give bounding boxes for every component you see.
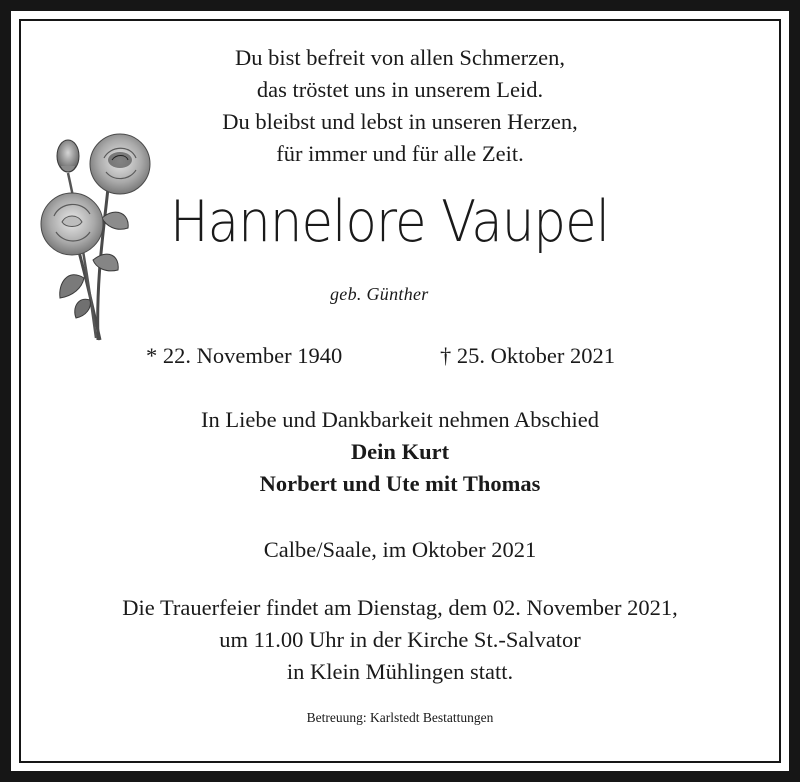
- farewell-block: [0, 404, 800, 500]
- service-line: in Klein Mühlingen statt.: [286, 659, 514, 684]
- verse-line: das tröstet uns in unserem Leid.: [256, 77, 544, 102]
- mourner-name: Dein Kurt: [350, 439, 450, 464]
- place-date: Calbe/Saale, im Oktober 2021: [263, 537, 537, 562]
- farewell-intro: In Liebe und Dankbarkeit nehmen Abschied: [200, 407, 599, 432]
- memorial-verse: [0, 42, 800, 170]
- funeral-home-credit: Betreuung: Karlstedt Bestattungen: [306, 710, 494, 725]
- service-line: um 11.00 Uhr in der Kirche St.-Salvator: [219, 627, 581, 652]
- verse-line: für immer und für alle Zeit.: [276, 141, 524, 166]
- death-date: † 25. Oktober 2021: [440, 343, 615, 368]
- service-info: [0, 592, 800, 688]
- verse-line: Du bleibst und lebst in unseren Herzen,: [222, 109, 578, 134]
- birth-name: geb. Günther: [330, 284, 429, 304]
- verse-line: Du bist befreit von allen Schmerzen,: [235, 45, 565, 70]
- birth-date: * 22. November 1940: [146, 343, 343, 368]
- mourner-name: Norbert und Ute mit Thomas: [259, 471, 541, 496]
- deceased-name: Hannelore Vaupel: [170, 189, 610, 255]
- service-line: Die Trauerfeier findet am Dienstag, dem 02. November 2021,: [122, 595, 678, 620]
